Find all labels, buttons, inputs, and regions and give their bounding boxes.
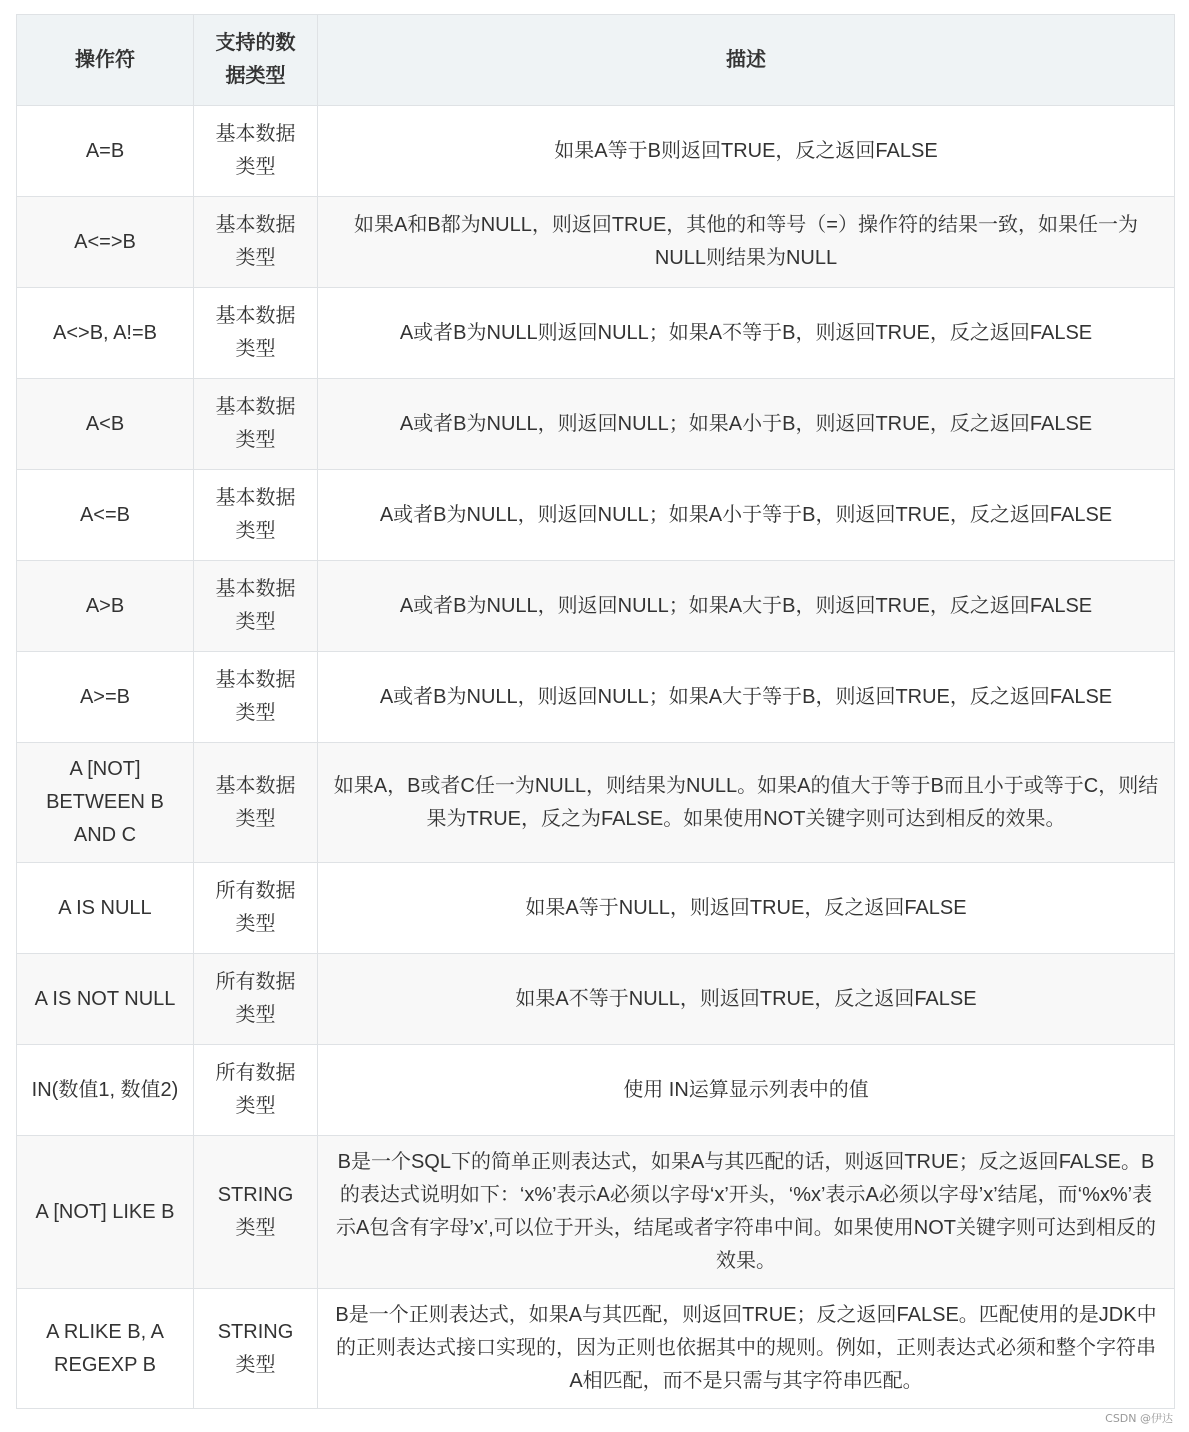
cell-operator: A [NOT] LIKE B — [17, 1136, 194, 1289]
cell-type: 所有数据类型 — [194, 1045, 318, 1136]
cell-operator: A [NOT] BETWEEN B AND C — [17, 743, 194, 863]
table-header-row — [17, 15, 1175, 106]
table-row — [17, 863, 1175, 954]
table-row — [17, 197, 1175, 288]
cell-operator: A<=B — [17, 470, 194, 561]
table-row — [17, 1289, 1175, 1409]
cell-description: 使用 IN运算显示列表中的值 — [318, 1045, 1175, 1136]
table-row — [17, 1136, 1175, 1289]
table-row — [17, 288, 1175, 379]
table-row — [17, 954, 1175, 1045]
cell-description: B是一个SQL下的简单正则表达式，如果A与其匹配的话，则返回TRUE；反之返回FALSE。B的表达式说明如下：‘x%’表示A必须以字母‘x’开头，‘%x’表示A必须以字母’x’结尾，而‘%x%’表示A包含有字母’x’,可以位于开头，结尾或者字符串中间。如果使用NOT关键字则可达到相反的效果。 — [318, 1136, 1175, 1289]
watermark: CSDN @伊达 — [1105, 1412, 1173, 1425]
cell-type: 基本数据类型 — [194, 288, 318, 379]
cell-description: A或者B为NULL则返回NULL；如果A不等于B，则返回TRUE，反之返回FALSE — [318, 288, 1175, 379]
cell-type: 所有数据类型 — [194, 863, 318, 954]
table-row — [17, 106, 1175, 197]
cell-type: STRING 类型 — [194, 1289, 318, 1409]
table-row — [17, 379, 1175, 470]
cell-description: A或者B为NULL，则返回NULL；如果A小于B，则返回TRUE，反之返回FALSE — [318, 379, 1175, 470]
cell-type: 基本数据类型 — [194, 106, 318, 197]
table-row — [17, 743, 1175, 863]
cell-operator: A<B — [17, 379, 194, 470]
cell-type: 基本数据类型 — [194, 379, 318, 470]
cell-description: A或者B为NULL，则返回NULL；如果A大于B，则返回TRUE，反之返回FALSE — [318, 561, 1175, 652]
cell-description: B是一个正则表达式，如果A与其匹配，则返回TRUE；反之返回FALSE。匹配使用的是JDK中的正则表达式接口实现的，因为正则也依据其中的规则。例如，正则表达式必须和整个字符串A相匹配，而不是只需与其字符串匹配。 — [318, 1289, 1175, 1409]
cell-description: A或者B为NULL，则返回NULL；如果A大于等于B，则返回TRUE，反之返回FALSE — [318, 652, 1175, 743]
cell-type: 所有数据类型 — [194, 954, 318, 1045]
cell-operator: A>B — [17, 561, 194, 652]
operators-table — [16, 14, 1175, 1409]
cell-operator: A IS NULL — [17, 863, 194, 954]
cell-description: 如果A和B都为NULL，则返回TRUE，其他的和等号（=）操作符的结果一致，如果任一为NULL则结果为NULL — [318, 197, 1175, 288]
table-row — [17, 652, 1175, 743]
cell-description: 如果A，B或者C任一为NULL，则结果为NULL。如果A的值大于等于B而且小于或等于C，则结果为TRUE，反之为FALSE。如果使用NOT关键字则可达到相反的效果。 — [318, 743, 1175, 863]
cell-description: A或者B为NULL，则返回NULL；如果A小于等于B，则返回TRUE，反之返回FALSE — [318, 470, 1175, 561]
cell-operator: A=B — [17, 106, 194, 197]
cell-description: 如果A等于NULL，则返回TRUE，反之返回FALSE — [318, 863, 1175, 954]
cell-operator: A IS NOT NULL — [17, 954, 194, 1045]
cell-type: 基本数据类型 — [194, 652, 318, 743]
cell-type: 基本数据类型 — [194, 561, 318, 652]
cell-operator: A<>B, A!=B — [17, 288, 194, 379]
table-row — [17, 1045, 1175, 1136]
cell-operator: A>=B — [17, 652, 194, 743]
cell-operator: A RLIKE B, A REGEXP B — [17, 1289, 194, 1409]
cell-type: 基本数据类型 — [194, 743, 318, 863]
header-operator: 操作符 — [17, 15, 194, 106]
cell-type: 基本数据类型 — [194, 470, 318, 561]
cell-operator: IN(数值1, 数值2) — [17, 1045, 194, 1136]
cell-description: 如果A等于B则返回TRUE，反之返回FALSE — [318, 106, 1175, 197]
cell-description: 如果A不等于NULL，则返回TRUE，反之返回FALSE — [318, 954, 1175, 1045]
table-row — [17, 561, 1175, 652]
cell-operator: A<=>B — [17, 197, 194, 288]
table-row — [17, 470, 1175, 561]
header-description: 描述 — [318, 15, 1175, 106]
header-type: 支持的数据类型 — [194, 15, 318, 106]
cell-type: STRING 类型 — [194, 1136, 318, 1289]
cell-type: 基本数据类型 — [194, 197, 318, 288]
